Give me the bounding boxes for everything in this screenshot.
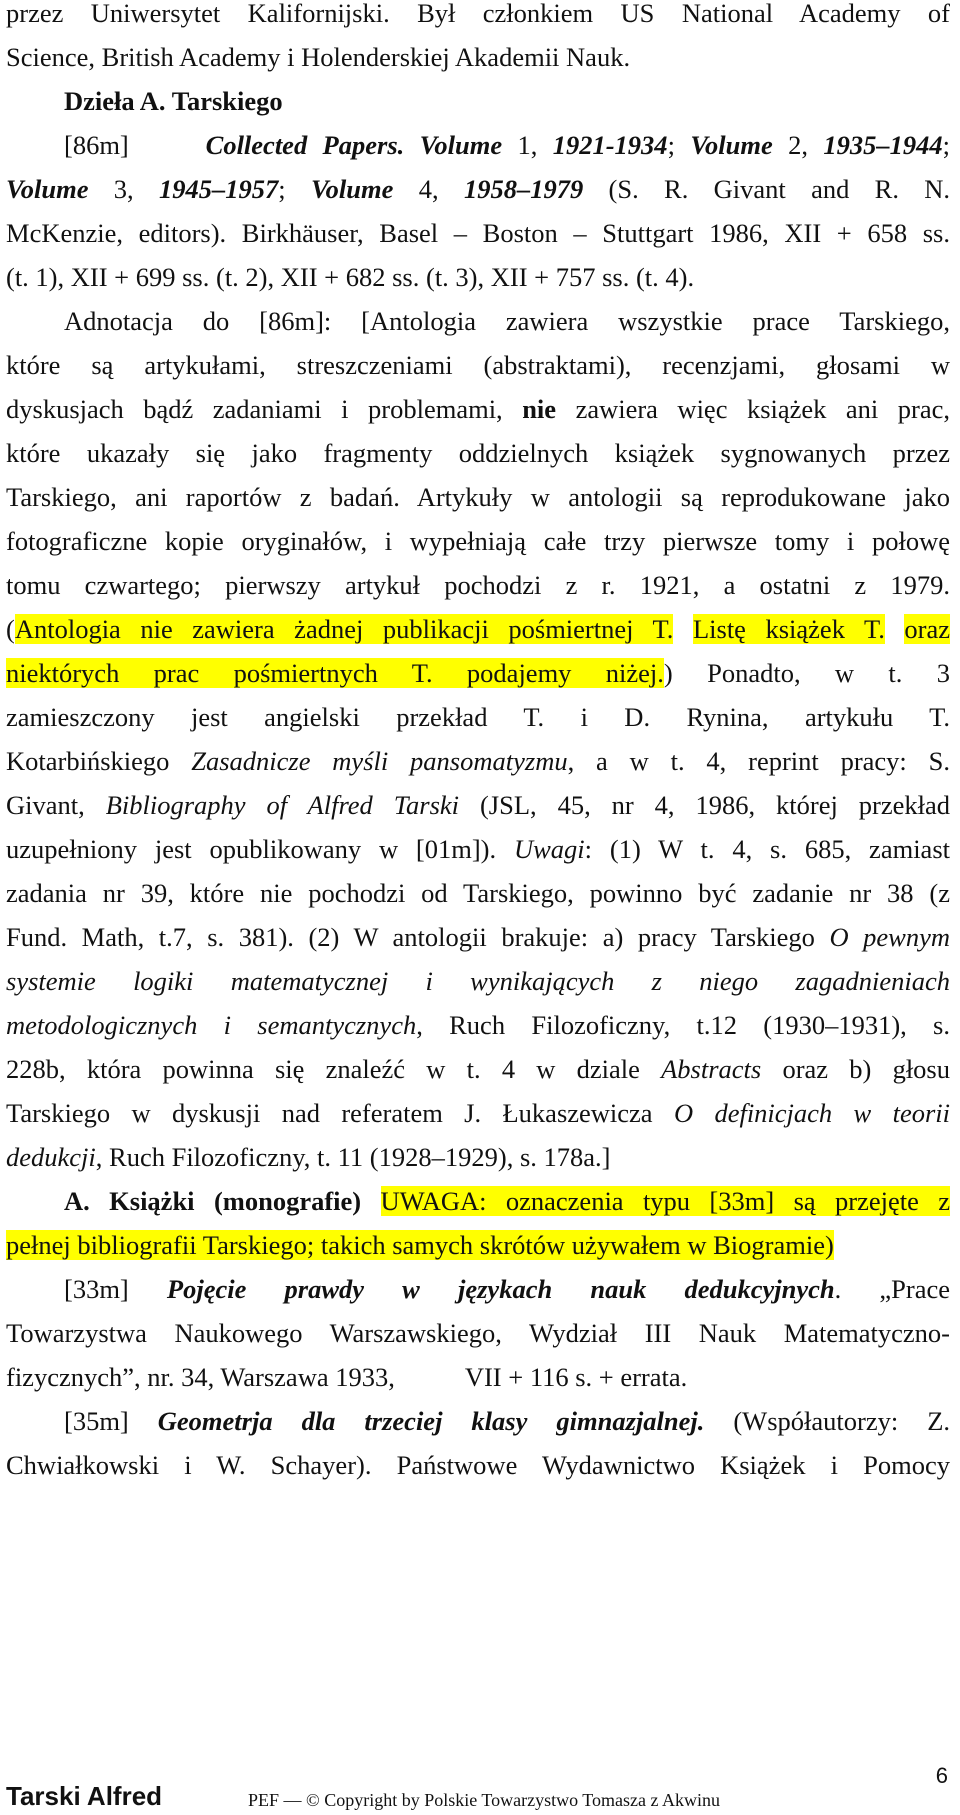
entry-35m-line-2b: Schayer). Państwowe Wydawnictwo Książek i Pomocy [270,1450,950,1480]
entry-33m-line-3a: fizycznych”, nr. 34, Warszawa 1933, [6,1362,395,1392]
annotation-line-6: fotograficzne kopie oryginałów, i wypełniają całe trzy pierwsze tomy i połowę [6,526,950,556]
annotation-paren-open: ( [6,614,15,644]
entry-86m-vol3: 3 [113,174,128,204]
entry-35m-line-2 [6,1448,950,1482]
entry-86m-line-3: McKenzie, editors). Birkhäuser, Basel – Boston – Stuttgart 1986, XII + 658 ss. [6,218,950,248]
entry-86m-title: Collected Papers. [205,130,405,160]
entry-86m-vol1-word: Volume [419,130,503,160]
annotation-line-18a: 228b, która powinna się znaleźć w t. 4 w dziale [6,1054,640,1084]
annotation-line-19a: Tarskiego w dyskusji nad referatem J. Łukaszewicza [6,1098,653,1128]
annotation-line-12c: (JSL, 45, nr 4, 1986, której przekład [479,790,950,820]
annotation-line-9-rest: ) Ponadto, w t. 3 [663,658,950,688]
entry-86m-vol4: 4 [418,174,432,204]
entry-86m-vol3-word: Volume [6,174,89,204]
footer-author: Tarski Alfred [6,1781,163,1811]
annotation-uwagi: Uwagi [513,834,585,864]
entry-33m-line-1 [6,1272,950,1306]
annotation-line-15 [6,920,950,954]
annotation-line-13a: uzupełniony jest opublikowany w [01m]). [6,834,497,864]
entry-35m-tag: [35m] [64,1406,129,1436]
annotation-line-14: zadania nr 39, które nie pochodzi od Tarskiego, powinno być zadanie nr 38 (z [6,878,950,908]
annotation-line-16 [6,964,950,998]
annotation-line-11c: , a w t. 4, reprint pracy: S. [567,746,950,776]
entry-86m-line-1: [86m] Collected Papers. Volume 1, 1921-1934; Volume 2, 1935–1944; [64,130,951,160]
annotation-line-5: Tarskiego, ani raportów z badań. Artykuły w antologii są reprodukowane jako [6,482,950,512]
highlight-book-list: Listę książek T. [692,614,885,644]
annotation-line-20 [6,1140,950,1174]
entry-33m-line-3b: VII + 116 s. + errata. [464,1362,688,1392]
intro-line-2: Science, British Academy i Holenderskiej Akademii Nauk. [6,42,631,72]
entry-35m-after: (Współautorzy: Z. [733,1406,951,1436]
annotation-line-12 [6,788,950,822]
works-heading [6,84,950,118]
entry-33m-line-3 [6,1360,950,1394]
entry-35m-title: Geometrja dla trzeciej klasy gimnazjalnej. [157,1406,705,1436]
annotation-line-1: Adnotacja do [86m]: [Antologia zawiera wszystkie prace Tarskiego, [64,306,950,336]
entry-86m-years2: 1935–1944 [823,130,943,160]
annotation-line-11 [6,744,950,778]
entry-33m-title: Pojęcie prawdy w językach nauk dedukcyjnych [166,1274,835,1304]
page-number: 6 [935,1763,948,1788]
entry-35m-line-2a: Chwiałkowski i W. [6,1450,246,1480]
books-heading: A. Książki [64,1186,195,1216]
highlight-uwaga-note: UWAGA: oznaczenia typu [33m] są przejęte z [380,1186,951,1216]
annotation-line-15a: Fund. Math, t.7, s. 381). (2) W antologii brakuje: a) pracy Tarskiego [6,922,815,952]
annotation-line-8 [6,612,950,646]
highlight-oraz: oraz [904,614,951,644]
highlight-posthumous-works: niektórych prac pośmiertnych T. podajemy niżej. [6,658,664,688]
annotation-line-3 [6,392,950,426]
annotation-line-7: tomu czwartego; pierwszy artykuł pochodzi z r. 1921, a ostatni z 1979. [6,570,950,600]
entry-86m-editors: (S. R. Givant and R. N. [608,174,951,204]
annotation-line-12a: Givant, [6,790,85,820]
annotation-line-15b: O pewnym [829,922,951,952]
entry-86m-years1: 1921-1934 [552,130,668,160]
annotation-line-4: które ukazały się jako fragmenty oddzielnych książek sygnowanych przez [6,438,950,468]
title-bibliography: Bibliography of Alfred Tarski [105,790,460,820]
annotation-line-19 [6,1096,950,1130]
works-heading-text: Dzieła A. Tarskiego [64,86,283,116]
annotation-line-13c: : (1) W t. 4, s. 685, zamiast [584,834,950,864]
annotation-abstracts: Abstracts [661,1054,762,1084]
annotation-emphasis-nie: nie [522,394,557,424]
annotation-line-17b: , Ruch Filozoficzny, t.12 (1930–1931), s. [416,1010,950,1040]
annotation-line-13 [6,832,950,866]
books-heading-monografie: (monografie) [213,1186,362,1216]
annotation-line-20a: dedukcji [6,1142,96,1172]
entry-86m-vol2-word: Volume [690,130,773,160]
annotation-line-3a: dyskusjach bądź zadaniami i problemami, [6,394,503,424]
entry-86m-vol4-word: Volume [310,174,394,204]
intro-line-1: przez Uniwersytet Kalifornijski. Był członkiem US National Academy of [6,0,950,28]
books-heading-line [6,1184,950,1218]
annotation-line-11a: Kotarbińskiego [6,746,170,776]
entry-86m-years4: 1958–1979 [463,174,584,204]
entry-86m-vol2: 2 [788,130,802,160]
entry-86m-line-4: (t. 1), XII + 699 ss. (t. 2), XII + 682 ss. (t. 3), XII + 757 ss. (t. 4). [6,262,695,292]
entry-35m-line-1 [6,1404,950,1438]
highlight-no-posthumous: Antologia nie zawiera żadnej publikacji pośmiertnej T. [14,614,674,644]
annotation-line-18 [6,1052,950,1086]
entry-86m-vol1: 1 [517,130,531,160]
annotation-line-18c: oraz b) głosu [782,1054,950,1084]
page-footer [6,1763,950,1813]
entry-33m-tag: [33m] [64,1274,129,1304]
entry-86m-tag: [86m] [64,130,129,160]
annotation-line-10: zamieszczony jest angielski przekład T. i D. Rynina, artykułu T. [6,702,950,732]
annotation-line-20b: , Ruch Filozoficzny, t. 11 (1928–1929), s. 178a.] [95,1142,611,1172]
entry-86m-years3: 1945–1957 [159,174,279,204]
annotation-line-17a: metodologicznych i semantycznych [6,1010,417,1040]
title-zasadnicze-mysli: Zasadnicze myśli pansomatyzmu [191,746,568,776]
annotation-line-3c: zawiera więc książek ani prac, [575,394,950,424]
title-o-definicjach: O definicjach w teorii [673,1098,950,1128]
entry-33m-after: . „Prace [834,1274,950,1304]
annotation-line-9 [6,656,950,690]
entry-86m-line-2: Volume 3, 1945–1957; Volume 4, 1958–1979 (S. R. Givant and R. N. [6,174,951,204]
highlight-uwaga-note-2: pełnej bibliografii Tarskiego; takich samych skrótów używałem w Biogramie) [6,1230,834,1260]
books-note-line-2 [6,1228,950,1262]
title-o-pewnym-systemie: systemie logiki matematycznej i wynikających z niego zagadnieniach [6,966,950,996]
annotation-line-2: które są artykułami, streszczeniami (abstraktami), recenzjami, głosami w [6,350,950,380]
entry-33m-line-2: Towarzystwa Naukowego Warszawskiego, Wydział III Nauk Matematyczno- [6,1318,950,1348]
footer-copyright: PEF — © Copyright by Polskie Towarzystwo Tomasza z Akwinu [248,1790,720,1810]
annotation-line-17 [6,1008,950,1042]
